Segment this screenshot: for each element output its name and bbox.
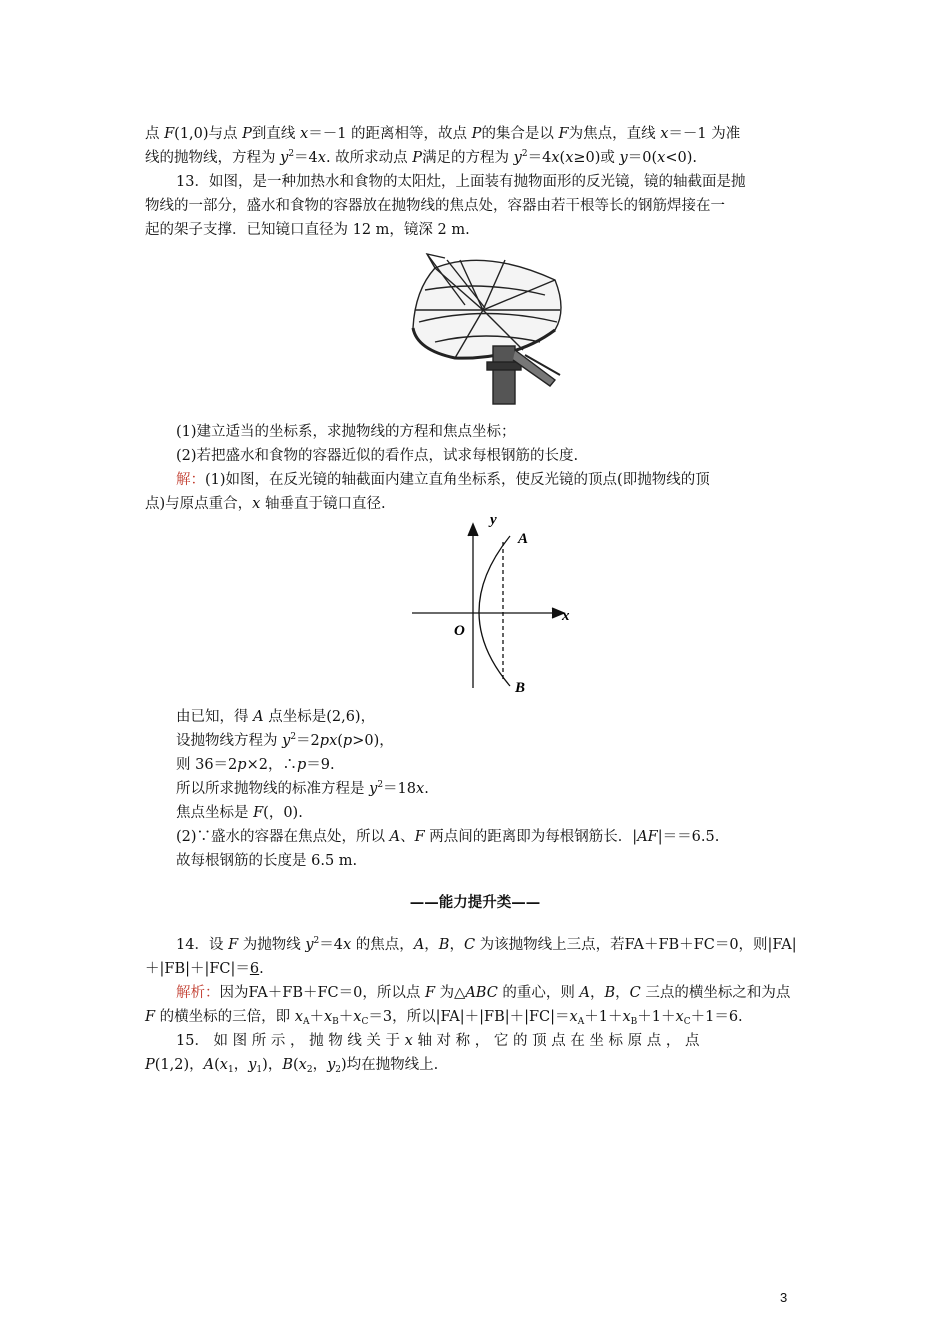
p13-step-4: 所以所求抛物线的标准方程是 $y^2=18x$. (176, 780, 429, 797)
page-number: 3 (780, 1290, 788, 1305)
p13-step-3: 则 36＝2p×2，∴p＝9. (176, 757, 335, 773)
p13-question-2: (2)若把盛水和食物的容器近似的看作点，试求每根钢筋的长度. (176, 448, 579, 464)
p13-solution-2: 点)与原点重合，x 轴垂直于镜口直径. (145, 496, 386, 512)
y-axis-label: y (490, 512, 497, 528)
solution-label: 解： (176, 472, 205, 488)
p15-line-1: 15． 如 图 所 示 ， 抛 物 线 关 于 x 轴 对 称 ， 它 的 顶 点 在 坐 标 原 点 ， 点 (176, 1033, 700, 1049)
p13-line-1: 13．如图，是一种加热水和食物的太阳灶，上面装有抛物面形的反光镜，镜的轴截面是抛 (176, 174, 746, 190)
p13-line-2: 物线的一部分，盛水和食物的容器放在抛物线的焦点处，容器由若干根等长的钢筋焊接在一 (145, 198, 725, 214)
x-axis-label: x (562, 608, 570, 624)
p13-step-1: 由已知，得 A 点坐标是(2,6)， (176, 709, 376, 725)
p13-solution-1: 解：(1)如图，在反光镜的轴截面内建立直角坐标系，使反光镜的顶点(即抛物线的顶 (176, 472, 710, 488)
section-title: ——能力提升类—— (409, 894, 541, 911)
p13-step-5: 焦点坐标是 F(，0). (176, 805, 303, 821)
p13-question-1: (1)建立适当的坐标系，求抛物线的方程和焦点坐标； (176, 424, 516, 440)
p13-step-2: 设抛物线方程为 $y^2=2px(p>0)$， (176, 732, 394, 749)
p13-step-6: (2)∵盛水的容器在焦点处，所以 A、F 两点间的距离即为每根钢筋长．|AF|＝＝6.5. (176, 829, 720, 845)
analysis-label: 解析： (176, 985, 220, 1001)
p15-line-2: P(1,2)，$A(x_1$，$y_1$)，$B(x_2$，$y_2$)均在抛物线上. (145, 1057, 439, 1075)
p12-line-2: 线的抛物线，方程为 $y^2=4x$. 故所求动点 P满足的方程为 $y^2=4x(x\ge 0)$或 y＝0(x<0). (145, 149, 697, 166)
p14-answer: 6 (249, 961, 260, 977)
point-b-label: B (515, 680, 526, 696)
p13-step-7: 故每根钢筋的长度是 6.5 m. (176, 853, 358, 869)
solar-cooker-image (405, 250, 575, 410)
p14-line-2: ＋|FB|＋|FC|＝6. (145, 961, 264, 977)
parabola-diagram (410, 510, 580, 700)
p14-line-4: F 的横坐标的三倍，即 $x_A+x_B+x_C=3$，所以$|FA|+|FB|+|FC|=x_A+1+x_B+1+x_C+1=6$. (145, 1009, 743, 1027)
p14-line-3: 解析：因为FA＋FB＋FC＝0，所以点 F 为△ABC 的重心，则 A，B，C 三点的横坐标之和为点 (176, 985, 791, 1001)
p12-line-1: 点 F(1,0)与点 P到直线 x＝－1 的距离相等，故点 P的集合是以 F为焦点，直线 x＝－1 为准 (145, 126, 741, 142)
p13-line-3: 起的架子支撑．已知镜口直径为 12 m，镜深 2 m. (145, 222, 470, 238)
point-a-label: A (518, 531, 529, 547)
p14-line-1: 14．设 F 为抛物线 $y^2=4x$ 的焦点，A，B，C 为该抛物线上三点，若FA＋FB＋FC＝0，则|FA| (176, 936, 797, 953)
origin-label: O (454, 623, 465, 639)
